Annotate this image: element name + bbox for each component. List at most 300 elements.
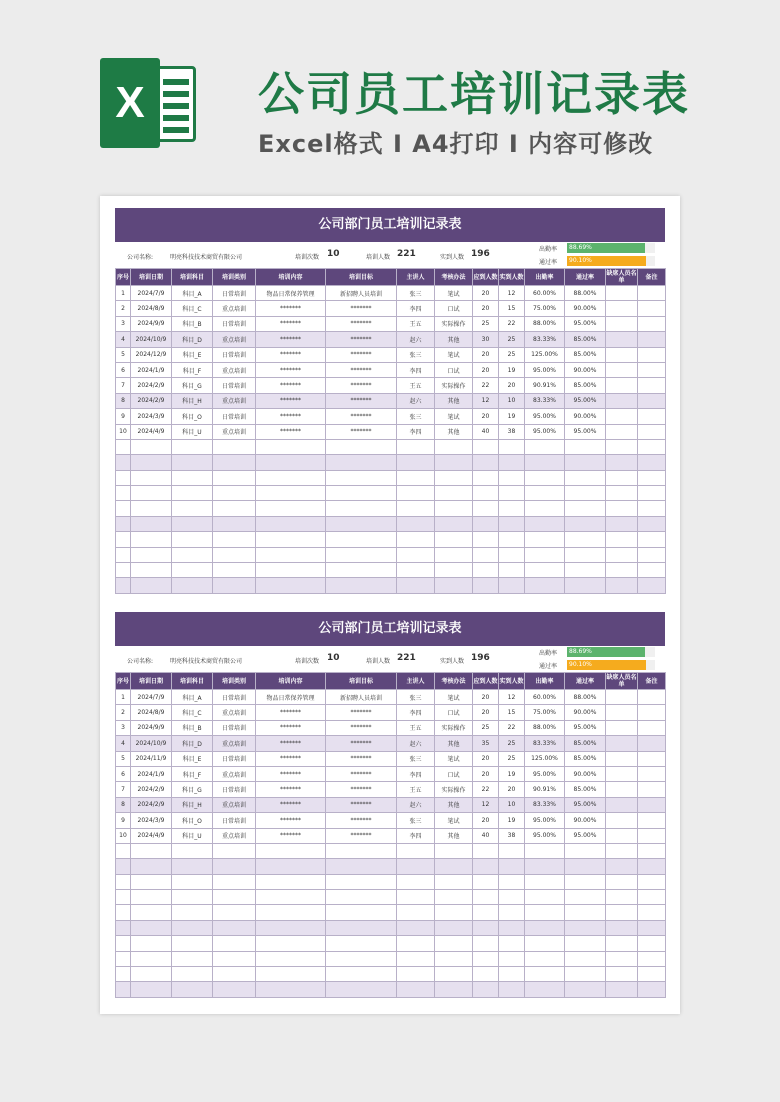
table-cell[interactable] bbox=[565, 501, 606, 516]
table-cell[interactable] bbox=[499, 890, 525, 905]
table-cell[interactable] bbox=[326, 455, 397, 470]
table-cell[interactable]: 3 bbox=[116, 316, 131, 331]
table-cell[interactable] bbox=[131, 936, 172, 951]
table-cell[interactable] bbox=[213, 967, 256, 982]
table-cell[interactable]: 22 bbox=[473, 378, 499, 393]
table-cell[interactable]: 22 bbox=[499, 316, 525, 331]
table-cell[interactable] bbox=[525, 843, 565, 858]
table-cell[interactable]: 85.00% bbox=[565, 378, 606, 393]
table-cell[interactable] bbox=[256, 516, 326, 531]
table-cell[interactable] bbox=[565, 982, 606, 997]
table-cell[interactable] bbox=[565, 951, 606, 966]
table-cell[interactable]: ******* bbox=[256, 393, 326, 408]
table-cell[interactable] bbox=[435, 516, 473, 531]
table-cell[interactable] bbox=[606, 828, 638, 843]
table-cell[interactable] bbox=[213, 516, 256, 531]
table-cell[interactable]: 90.00% bbox=[565, 362, 606, 377]
table-cell[interactable] bbox=[499, 951, 525, 966]
table-cell[interactable]: 3 bbox=[116, 720, 131, 735]
table-cell[interactable] bbox=[256, 486, 326, 501]
table-cell[interactable]: 张三 bbox=[397, 347, 435, 362]
table-cell[interactable]: 日常培训 bbox=[213, 720, 256, 735]
table-cell[interactable]: 10 bbox=[116, 828, 131, 843]
table-cell[interactable] bbox=[435, 951, 473, 966]
table-cell[interactable] bbox=[473, 563, 499, 578]
table-cell[interactable] bbox=[638, 378, 666, 393]
table-cell[interactable]: 科目_U bbox=[172, 828, 213, 843]
table-cell[interactable] bbox=[606, 982, 638, 997]
table-cell[interactable]: 笔试 bbox=[435, 347, 473, 362]
table-cell[interactable] bbox=[256, 859, 326, 874]
table-cell[interactable]: 科目_H bbox=[172, 797, 213, 812]
table-cell[interactable] bbox=[131, 843, 172, 858]
table-cell[interactable]: 20 bbox=[473, 347, 499, 362]
table-cell[interactable] bbox=[525, 951, 565, 966]
table-cell[interactable] bbox=[565, 455, 606, 470]
table-cell[interactable] bbox=[606, 720, 638, 735]
table-cell[interactable] bbox=[172, 951, 213, 966]
table-cell[interactable] bbox=[435, 982, 473, 997]
table-cell[interactable] bbox=[499, 936, 525, 951]
table-cell[interactable] bbox=[473, 547, 499, 562]
table-cell[interactable] bbox=[172, 843, 213, 858]
table-cell[interactable] bbox=[638, 424, 666, 439]
table-cell[interactable] bbox=[565, 532, 606, 547]
table-cell[interactable] bbox=[606, 736, 638, 751]
table-cell[interactable]: 其他 bbox=[435, 424, 473, 439]
table-cell[interactable]: 83.33% bbox=[525, 736, 565, 751]
table-cell[interactable]: 90.00% bbox=[565, 766, 606, 781]
table-cell[interactable] bbox=[499, 843, 525, 858]
table-cell[interactable]: 6 bbox=[116, 362, 131, 377]
table-cell[interactable] bbox=[638, 905, 666, 920]
table-cell[interactable] bbox=[326, 967, 397, 982]
table-cell[interactable] bbox=[397, 951, 435, 966]
table-cell[interactable]: 85.00% bbox=[565, 332, 606, 347]
table-cell[interactable]: ******* bbox=[326, 705, 397, 720]
table-cell[interactable]: 其他 bbox=[435, 736, 473, 751]
table-cell[interactable]: 口试 bbox=[435, 362, 473, 377]
table-cell[interactable]: 95.00% bbox=[525, 409, 565, 424]
table-cell[interactable]: 赵六 bbox=[397, 797, 435, 812]
table-cell[interactable] bbox=[131, 920, 172, 935]
table-cell[interactable]: 2024/2/9 bbox=[131, 393, 172, 408]
table-cell[interactable] bbox=[131, 967, 172, 982]
table-cell[interactable] bbox=[172, 547, 213, 562]
table-cell[interactable]: ******* bbox=[326, 782, 397, 797]
table-cell[interactable]: 科目_B bbox=[172, 720, 213, 735]
table-cell[interactable] bbox=[326, 905, 397, 920]
table-cell[interactable]: 重点培训 bbox=[213, 362, 256, 377]
table-cell[interactable]: ******* bbox=[326, 301, 397, 316]
table-cell[interactable] bbox=[499, 470, 525, 485]
table-cell[interactable] bbox=[638, 843, 666, 858]
table-cell[interactable]: 2024/2/9 bbox=[131, 797, 172, 812]
table-cell[interactable] bbox=[326, 578, 397, 593]
table-cell[interactable] bbox=[565, 486, 606, 501]
table-cell[interactable]: 20 bbox=[473, 766, 499, 781]
table-cell[interactable] bbox=[213, 547, 256, 562]
table-cell[interactable]: 25 bbox=[499, 736, 525, 751]
table-cell[interactable]: 2024/10/9 bbox=[131, 736, 172, 751]
table-cell[interactable] bbox=[397, 439, 435, 454]
table-cell[interactable]: 新招聘人员培训 bbox=[326, 690, 397, 705]
table-cell[interactable]: 其他 bbox=[435, 828, 473, 843]
table-cell[interactable] bbox=[606, 439, 638, 454]
table-cell[interactable] bbox=[256, 547, 326, 562]
table-cell[interactable] bbox=[638, 890, 666, 905]
table-cell[interactable] bbox=[473, 967, 499, 982]
table-cell[interactable] bbox=[499, 516, 525, 531]
table-cell[interactable]: ******* bbox=[256, 316, 326, 331]
table-cell[interactable] bbox=[473, 905, 499, 920]
table-cell[interactable]: 10 bbox=[499, 797, 525, 812]
table-cell[interactable] bbox=[213, 501, 256, 516]
table-cell[interactable] bbox=[638, 547, 666, 562]
table-cell[interactable]: ******* bbox=[256, 751, 326, 766]
table-cell[interactable] bbox=[213, 951, 256, 966]
table-cell[interactable] bbox=[435, 859, 473, 874]
table-cell[interactable] bbox=[638, 720, 666, 735]
table-cell[interactable] bbox=[326, 439, 397, 454]
table-cell[interactable]: 20 bbox=[473, 751, 499, 766]
table-cell[interactable] bbox=[397, 859, 435, 874]
table-cell[interactable] bbox=[565, 439, 606, 454]
table-cell[interactable] bbox=[172, 532, 213, 547]
table-cell[interactable]: ******* bbox=[256, 378, 326, 393]
table-cell[interactable]: 其他 bbox=[435, 797, 473, 812]
table-cell[interactable]: ******* bbox=[326, 797, 397, 812]
table-cell[interactable]: 实际操作 bbox=[435, 316, 473, 331]
table-cell[interactable]: 88.00% bbox=[525, 316, 565, 331]
table-cell[interactable] bbox=[326, 532, 397, 547]
table-cell[interactable] bbox=[525, 905, 565, 920]
table-cell[interactable]: 其他 bbox=[435, 332, 473, 347]
table-cell[interactable]: 2024/7/9 bbox=[131, 690, 172, 705]
table-cell[interactable] bbox=[397, 563, 435, 578]
table-cell[interactable]: 科目_F bbox=[172, 766, 213, 781]
table-cell[interactable] bbox=[525, 470, 565, 485]
table-cell[interactable] bbox=[499, 455, 525, 470]
table-cell[interactable]: 95.00% bbox=[565, 424, 606, 439]
table-cell[interactable] bbox=[213, 563, 256, 578]
table-cell[interactable] bbox=[116, 486, 131, 501]
table-cell[interactable] bbox=[473, 874, 499, 889]
table-cell[interactable]: 王五 bbox=[397, 316, 435, 331]
table-cell[interactable] bbox=[172, 501, 213, 516]
table-cell[interactable]: 95.00% bbox=[565, 393, 606, 408]
table-cell[interactable] bbox=[606, 967, 638, 982]
table-cell[interactable]: 7 bbox=[116, 378, 131, 393]
table-cell[interactable]: 4 bbox=[116, 332, 131, 347]
table-cell[interactable] bbox=[525, 936, 565, 951]
table-cell[interactable] bbox=[473, 890, 499, 905]
table-cell[interactable] bbox=[606, 286, 638, 301]
table-cell[interactable]: 10 bbox=[499, 393, 525, 408]
table-cell[interactable]: 张三 bbox=[397, 751, 435, 766]
table-cell[interactable]: 2024/9/9 bbox=[131, 720, 172, 735]
table-cell[interactable] bbox=[638, 362, 666, 377]
table-cell[interactable]: 88.00% bbox=[565, 286, 606, 301]
table-cell[interactable]: 日常培训 bbox=[213, 690, 256, 705]
table-cell[interactable]: 19 bbox=[499, 766, 525, 781]
table-cell[interactable] bbox=[256, 874, 326, 889]
table-cell[interactable] bbox=[213, 578, 256, 593]
table-cell[interactable] bbox=[213, 905, 256, 920]
table-cell[interactable]: 10 bbox=[116, 424, 131, 439]
table-cell[interactable] bbox=[606, 905, 638, 920]
table-cell[interactable] bbox=[326, 563, 397, 578]
table-cell[interactable] bbox=[172, 563, 213, 578]
table-cell[interactable] bbox=[499, 905, 525, 920]
table-cell[interactable] bbox=[213, 532, 256, 547]
table-cell[interactable]: 1 bbox=[116, 286, 131, 301]
table-cell[interactable] bbox=[473, 486, 499, 501]
table-cell[interactable]: 日常培训 bbox=[213, 347, 256, 362]
table-cell[interactable] bbox=[638, 797, 666, 812]
table-cell[interactable]: 张三 bbox=[397, 690, 435, 705]
table-cell[interactable] bbox=[525, 439, 565, 454]
table-cell[interactable] bbox=[435, 470, 473, 485]
table-cell[interactable]: 2024/2/9 bbox=[131, 378, 172, 393]
table-cell[interactable]: 20 bbox=[473, 690, 499, 705]
table-cell[interactable]: 重点培训 bbox=[213, 332, 256, 347]
table-cell[interactable] bbox=[116, 439, 131, 454]
table-cell[interactable]: ******* bbox=[326, 766, 397, 781]
table-cell[interactable]: 2024/7/9 bbox=[131, 286, 172, 301]
table-cell[interactable] bbox=[256, 532, 326, 547]
table-cell[interactable] bbox=[565, 563, 606, 578]
table-cell[interactable] bbox=[116, 890, 131, 905]
table-cell[interactable] bbox=[606, 378, 638, 393]
table-cell[interactable]: 重点培训 bbox=[213, 705, 256, 720]
table-cell[interactable] bbox=[473, 920, 499, 935]
table-cell[interactable] bbox=[473, 501, 499, 516]
table-cell[interactable]: 95.00% bbox=[565, 316, 606, 331]
table-cell[interactable] bbox=[256, 890, 326, 905]
table-cell[interactable] bbox=[606, 874, 638, 889]
table-cell[interactable] bbox=[256, 920, 326, 935]
table-cell[interactable] bbox=[565, 843, 606, 858]
table-cell[interactable]: ******* bbox=[326, 316, 397, 331]
table-cell[interactable] bbox=[499, 439, 525, 454]
table-cell[interactable]: 2024/9/9 bbox=[131, 316, 172, 331]
table-cell[interactable] bbox=[525, 486, 565, 501]
table-cell[interactable] bbox=[606, 936, 638, 951]
table-cell[interactable] bbox=[172, 516, 213, 531]
table-cell[interactable]: 重点培训 bbox=[213, 424, 256, 439]
table-cell[interactable]: 实际操作 bbox=[435, 720, 473, 735]
table-cell[interactable] bbox=[638, 982, 666, 997]
table-cell[interactable] bbox=[473, 982, 499, 997]
table-cell[interactable] bbox=[326, 982, 397, 997]
table-cell[interactable] bbox=[397, 486, 435, 501]
table-cell[interactable] bbox=[131, 455, 172, 470]
table-cell[interactable]: ******* bbox=[326, 409, 397, 424]
table-cell[interactable] bbox=[606, 301, 638, 316]
table-cell[interactable]: 笔试 bbox=[435, 286, 473, 301]
table-cell[interactable] bbox=[638, 332, 666, 347]
table-cell[interactable]: ******* bbox=[256, 797, 326, 812]
table-cell[interactable]: ******* bbox=[256, 332, 326, 347]
table-cell[interactable]: 科目_A bbox=[172, 286, 213, 301]
table-cell[interactable] bbox=[606, 951, 638, 966]
table-cell[interactable] bbox=[397, 578, 435, 593]
table-cell[interactable]: 王五 bbox=[397, 782, 435, 797]
table-cell[interactable] bbox=[116, 982, 131, 997]
table-cell[interactable]: 口试 bbox=[435, 705, 473, 720]
table-cell[interactable]: 李四 bbox=[397, 766, 435, 781]
table-cell[interactable] bbox=[638, 486, 666, 501]
table-cell[interactable] bbox=[172, 578, 213, 593]
table-cell[interactable] bbox=[606, 409, 638, 424]
table-cell[interactable]: ******* bbox=[256, 813, 326, 828]
table-cell[interactable]: 5 bbox=[116, 751, 131, 766]
table-cell[interactable]: 90.91% bbox=[525, 378, 565, 393]
table-cell[interactable] bbox=[131, 501, 172, 516]
table-cell[interactable]: ******* bbox=[326, 813, 397, 828]
table-cell[interactable]: 125.00% bbox=[525, 347, 565, 362]
table-cell[interactable]: 95.00% bbox=[565, 828, 606, 843]
table-cell[interactable] bbox=[397, 890, 435, 905]
table-cell[interactable] bbox=[116, 455, 131, 470]
table-cell[interactable]: 85.00% bbox=[565, 751, 606, 766]
table-cell[interactable]: 科目_D bbox=[172, 736, 213, 751]
table-cell[interactable] bbox=[565, 967, 606, 982]
table-cell[interactable] bbox=[606, 797, 638, 812]
table-cell[interactable]: 83.33% bbox=[525, 332, 565, 347]
table-cell[interactable]: 2024/2/9 bbox=[131, 782, 172, 797]
table-cell[interactable] bbox=[525, 859, 565, 874]
table-cell[interactable] bbox=[473, 470, 499, 485]
table-cell[interactable] bbox=[638, 920, 666, 935]
table-cell[interactable] bbox=[606, 766, 638, 781]
table-cell[interactable] bbox=[638, 301, 666, 316]
table-cell[interactable]: ******* bbox=[326, 332, 397, 347]
table-cell[interactable]: 12 bbox=[473, 797, 499, 812]
table-cell[interactable] bbox=[525, 874, 565, 889]
table-cell[interactable]: ******* bbox=[256, 720, 326, 735]
table-cell[interactable] bbox=[435, 578, 473, 593]
table-cell[interactable] bbox=[256, 470, 326, 485]
table-cell[interactable]: 重点培训 bbox=[213, 828, 256, 843]
table-cell[interactable] bbox=[606, 347, 638, 362]
table-cell[interactable] bbox=[638, 316, 666, 331]
table-cell[interactable]: 22 bbox=[499, 720, 525, 735]
table-cell[interactable]: 12 bbox=[499, 286, 525, 301]
table-cell[interactable] bbox=[638, 813, 666, 828]
table-cell[interactable] bbox=[565, 578, 606, 593]
table-cell[interactable]: 9 bbox=[116, 813, 131, 828]
table-cell[interactable]: 30 bbox=[473, 332, 499, 347]
table-cell[interactable] bbox=[256, 936, 326, 951]
table-cell[interactable]: 李四 bbox=[397, 362, 435, 377]
table-cell[interactable]: 75.00% bbox=[525, 301, 565, 316]
table-cell[interactable] bbox=[213, 470, 256, 485]
table-cell[interactable] bbox=[213, 439, 256, 454]
table-cell[interactable]: 科目_O bbox=[172, 813, 213, 828]
table-cell[interactable]: 张三 bbox=[397, 813, 435, 828]
table-cell[interactable]: 19 bbox=[499, 409, 525, 424]
table-cell[interactable]: 2024/4/9 bbox=[131, 828, 172, 843]
table-cell[interactable] bbox=[525, 982, 565, 997]
table-cell[interactable]: 20 bbox=[473, 813, 499, 828]
table-cell[interactable] bbox=[606, 782, 638, 797]
table-cell[interactable]: 张三 bbox=[397, 409, 435, 424]
table-cell[interactable] bbox=[473, 532, 499, 547]
table-cell[interactable] bbox=[213, 455, 256, 470]
table-cell[interactable] bbox=[606, 690, 638, 705]
table-cell[interactable]: 2024/1/9 bbox=[131, 362, 172, 377]
table-cell[interactable] bbox=[172, 920, 213, 935]
table-cell[interactable]: 张三 bbox=[397, 286, 435, 301]
table-cell[interactable]: 科目_A bbox=[172, 690, 213, 705]
table-cell[interactable] bbox=[606, 751, 638, 766]
table-cell[interactable]: 重点培训 bbox=[213, 766, 256, 781]
table-cell[interactable]: 2024/4/9 bbox=[131, 424, 172, 439]
table-cell[interactable]: 25 bbox=[473, 720, 499, 735]
table-cell[interactable]: 赵六 bbox=[397, 736, 435, 751]
table-cell[interactable]: 83.33% bbox=[525, 797, 565, 812]
table-cell[interactable]: 科目_G bbox=[172, 782, 213, 797]
table-cell[interactable]: 95.00% bbox=[525, 813, 565, 828]
table-cell[interactable] bbox=[256, 982, 326, 997]
table-cell[interactable] bbox=[606, 563, 638, 578]
table-cell[interactable] bbox=[116, 967, 131, 982]
table-cell[interactable] bbox=[131, 547, 172, 562]
table-cell[interactable] bbox=[435, 547, 473, 562]
table-cell[interactable]: 李四 bbox=[397, 705, 435, 720]
table-cell[interactable] bbox=[435, 936, 473, 951]
table-cell[interactable] bbox=[638, 690, 666, 705]
table-cell[interactable] bbox=[638, 286, 666, 301]
table-cell[interactable] bbox=[172, 455, 213, 470]
table-cell[interactable] bbox=[116, 563, 131, 578]
table-cell[interactable] bbox=[606, 859, 638, 874]
table-cell[interactable] bbox=[638, 409, 666, 424]
table-cell[interactable]: 日常培训 bbox=[213, 813, 256, 828]
table-cell[interactable] bbox=[638, 874, 666, 889]
table-cell[interactable] bbox=[131, 532, 172, 547]
table-cell[interactable] bbox=[326, 843, 397, 858]
table-cell[interactable]: ******* bbox=[256, 782, 326, 797]
table-cell[interactable]: 20 bbox=[473, 409, 499, 424]
table-cell[interactable]: 日常培训 bbox=[213, 378, 256, 393]
table-cell[interactable]: 2024/11/9 bbox=[131, 751, 172, 766]
table-cell[interactable] bbox=[499, 563, 525, 578]
table-cell[interactable] bbox=[473, 439, 499, 454]
table-cell[interactable] bbox=[525, 967, 565, 982]
table-cell[interactable] bbox=[638, 936, 666, 951]
table-cell[interactable]: 重点培训 bbox=[213, 393, 256, 408]
table-cell[interactable]: 李四 bbox=[397, 301, 435, 316]
table-cell[interactable] bbox=[565, 905, 606, 920]
table-cell[interactable] bbox=[397, 905, 435, 920]
table-cell[interactable] bbox=[638, 736, 666, 751]
table-cell[interactable]: 物品日常保养管理 bbox=[256, 690, 326, 705]
table-cell[interactable]: 95.00% bbox=[525, 828, 565, 843]
table-cell[interactable]: 2024/1/9 bbox=[131, 766, 172, 781]
table-cell[interactable] bbox=[397, 874, 435, 889]
table-cell[interactable] bbox=[499, 486, 525, 501]
table-cell[interactable]: 90.00% bbox=[565, 813, 606, 828]
table-cell[interactable] bbox=[525, 920, 565, 935]
table-cell[interactable] bbox=[131, 982, 172, 997]
table-cell[interactable] bbox=[131, 859, 172, 874]
table-cell[interactable]: 95.00% bbox=[525, 766, 565, 781]
table-cell[interactable] bbox=[499, 920, 525, 935]
table-cell[interactable] bbox=[326, 951, 397, 966]
